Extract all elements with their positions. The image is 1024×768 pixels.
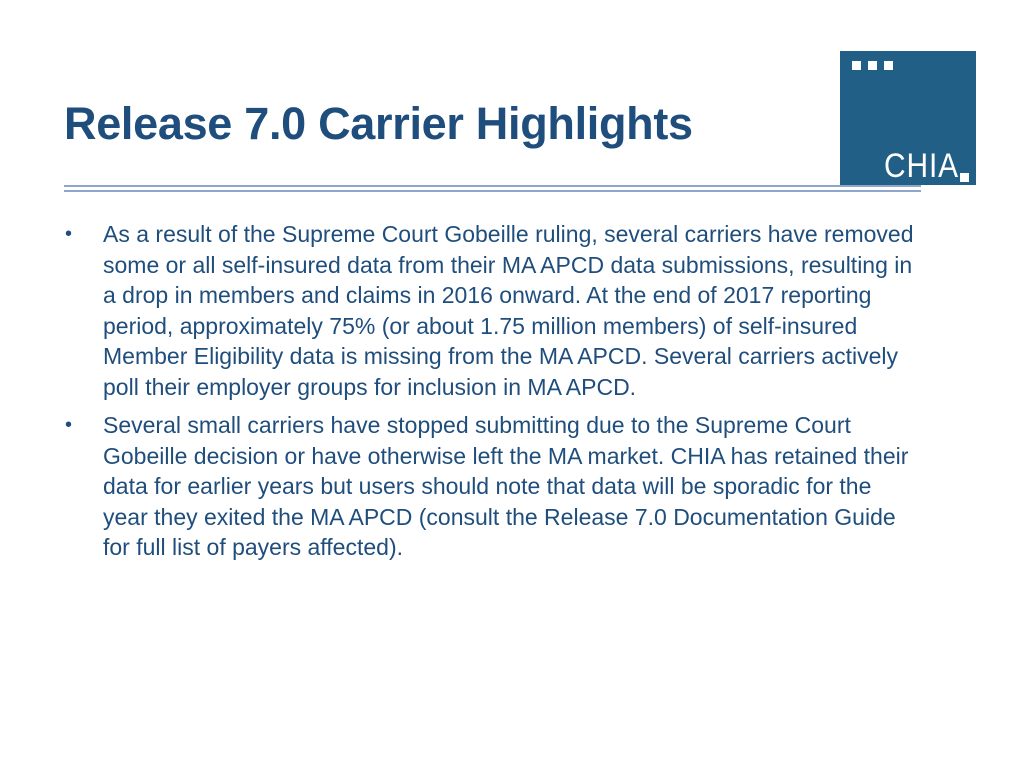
bullet-text: As a result of the Supreme Court Gobeille ruling, several carriers have removed some or all self-insured data from their MA APCD data submissions, resulting in a drop in members and claims in 2016 onward. At the end of 2017 reporting period, approximately 75% (or about 1.75 million members) of self-insured Member Eligibility data is missing from the MA APCD. Several carriers actively poll their employer groups for inclusion in MA APCD. (103, 221, 914, 400)
logo-dot (868, 61, 877, 70)
chia-logo (840, 51, 976, 185)
logo-dot (852, 61, 861, 70)
slide-title: Release 7.0 Carrier Highlights (64, 98, 693, 149)
logo-text: CHIA (884, 147, 960, 185)
bullet-marker: • (65, 414, 73, 436)
title-divider-bottom (64, 190, 921, 192)
title-divider-top (64, 185, 921, 187)
logo-dot (884, 61, 893, 70)
bullet-marker: • (65, 223, 73, 245)
logo-period (960, 173, 969, 182)
bullet-item (60, 410, 920, 563)
logo-dots (852, 61, 893, 70)
bullet-list (60, 219, 920, 571)
bullet-text: Several small carriers have stopped submitting due to the Supreme Court Gobeille decision or have otherwise left the MA market. CHIA has retained their data for earlier years but users should note that data will be sporadic for the year they exited the MA APCD (consult the Release 7.0 Documentation Guide for full list of payers affected). (103, 412, 909, 560)
bullet-item (60, 219, 920, 402)
